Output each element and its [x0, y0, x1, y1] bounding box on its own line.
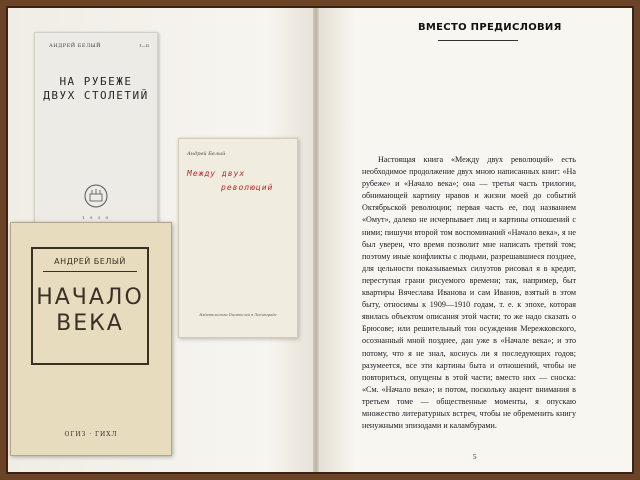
cover-author: АНДРЕЙ БЕЛЫЙ: [54, 257, 126, 266]
cover-title-line: ВЕКА: [56, 311, 124, 336]
cover-title: [35, 75, 157, 103]
cover-title-line: революций: [221, 183, 274, 192]
cover-mezhdu-dvukh-revolyutsiy: [178, 138, 298, 338]
body-text: [362, 154, 576, 432]
cover-ornament-frame: [31, 247, 149, 365]
cover-divider: [43, 271, 137, 272]
cover-title: [187, 167, 273, 195]
cover-nachalo-veka: [10, 222, 172, 456]
cover-title-line: НА РУБЕЖЕ: [59, 75, 133, 88]
cover-author: Андрей Белый: [187, 151, 226, 157]
cover-title-line: Между двух: [187, 169, 246, 178]
book-spine: [313, 8, 319, 472]
page-heading: ВМЕСТО ПРЕДИСЛОВИЯ: [418, 22, 562, 33]
cover-index: 1—II: [139, 43, 149, 48]
cover-publisher: ОГИЗ · ГИХЛ: [64, 431, 118, 438]
cover-publisher: Издательство Писателей в Ленинграде: [199, 313, 277, 317]
cover-title-line: НАЧАЛО: [36, 285, 144, 310]
cover-na-rubezhe: [34, 32, 158, 242]
page-number: 5: [473, 453, 477, 461]
body-paragraph: Настоящая книга «Между двух революций» есть необходимое продолжение двух мною написанных книг: «На рубеже» и «Начало века»; она — третья часть трилогии, обнимающей картину нравов и жизни моей до событий Октябрьской революции; первая часть ее, под названием «Омут», далеко не исчерпывает лиц и картины отношений с ними; пишучи второй том воспоминаний «Начало века», я не был уверен, что время позволит мне написать третий том; поэтому иные конфликты с людьми, разрешавшиеся позднее, для цельности показываемых силуэтов рисовал я в кредит, переступая грани рисуемого времени; так, например, быт квартиры Вячеслава Иванова и сам Иванов, взятый в этом быту, относимы к 1909—1910 годам, т. е. к эпохе, которая явилась объектом описания этой части; то же надо сказать о Брюсове; или решительный тон осуждения Мережковского, осознанный мной позднее, дан уже в «Начале века»; и это потому, что я не знал, коснусь ли я последующих годов; разумеется, все эти картины быта и отношений, чтобы не повториться, опущены в этой части; вместо них — сноска: «См. «Начало века»; и потом, поскольку акцент внимания в третьем томе — общественные моменты, я опускаю множество литературных встреч, чтобы не обременить книгу ненужными эпизодами и каламбурами.: [362, 155, 576, 431]
cover-title-line: ДВУХ СТОЛЕТИЙ: [43, 89, 149, 102]
heading-rule: [438, 40, 518, 41]
cover-title: [33, 285, 147, 337]
cover-year: 1 9 3 0: [82, 215, 110, 220]
publisher-emblem-icon: [83, 183, 109, 209]
cover-author: АНДРЕЙ БЕЛЫЙ: [49, 43, 101, 49]
